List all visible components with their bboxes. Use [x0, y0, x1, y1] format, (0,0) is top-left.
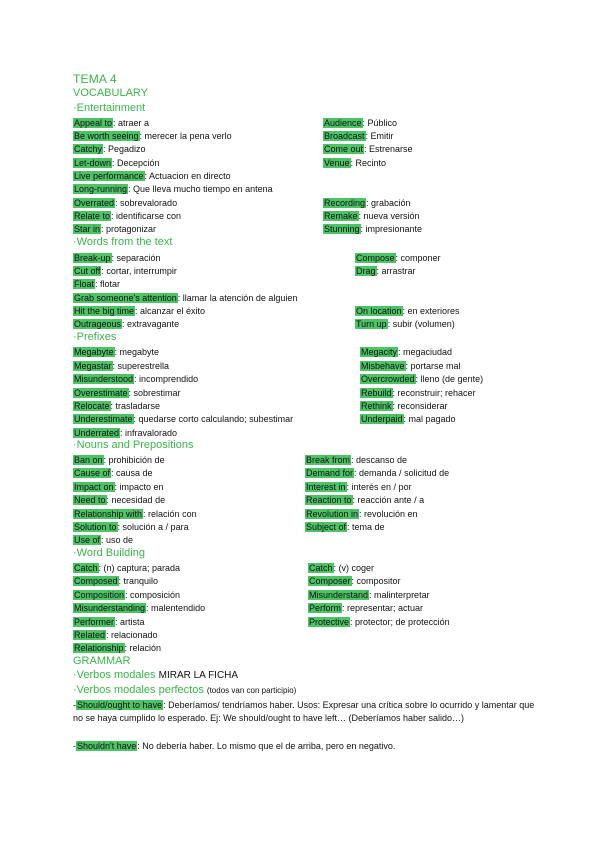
vocab-term: Demand for — [306, 468, 354, 478]
vocab-term: Misunderstood — [74, 374, 134, 384]
vocab-entry — [73, 265, 177, 277]
vocab-term: Let-down — [74, 158, 112, 168]
modales-note: MIRAR LA FICHA — [158, 670, 239, 681]
vocab-entry — [305, 481, 412, 493]
vocab-definition: : artista — [115, 617, 145, 627]
vocab-definition: : relacionado — [106, 630, 158, 640]
vocab-term: Recording — [324, 198, 366, 208]
vocab-definition: : (n) captura; parada — [98, 563, 181, 573]
vocab-term: Relationship — [74, 643, 124, 653]
vocab-definition: : flotar — [95, 279, 121, 289]
vocab-term: Impact on — [74, 482, 114, 492]
grammar-term: Should/ought to have — [77, 700, 163, 710]
vocab-definition: : Pegadizo — [103, 144, 146, 154]
vocab-term: Use of — [74, 535, 101, 545]
grammar-item-2 — [73, 740, 543, 753]
vocab-definition: : representar; actuar — [342, 603, 424, 613]
vocab-definition: : Que lleva mucho tiempo en antena — [128, 184, 273, 194]
vocab-term: Ban on — [74, 455, 103, 465]
vocab-entry — [323, 157, 386, 169]
vocab-definition: : sobrevalorado — [115, 198, 178, 208]
vocab-term: Performer — [74, 617, 115, 627]
vocab-definition: : quedarse corto calculando; subestimar — [133, 414, 294, 424]
vocab-term: Overestimate — [74, 388, 128, 398]
vocab-entry — [360, 346, 452, 358]
vocab-entry — [305, 508, 418, 520]
vocab-entry — [73, 305, 205, 317]
vocab-term: Underpaid — [361, 414, 403, 424]
vocab-entry — [323, 130, 394, 142]
vocab-definition: : separación — [111, 253, 161, 263]
vocab-term: Star in — [74, 224, 101, 234]
vocab-definition: : impresionante — [360, 224, 423, 234]
vocab-entry — [73, 427, 177, 439]
vocab-term: Break-up — [74, 253, 111, 263]
vocab-term: Live performance — [74, 171, 144, 181]
vocab-term: Misunderstand — [309, 590, 369, 600]
vocab-definition: : subir (volumen) — [387, 319, 455, 329]
vocab-term: On location — [356, 306, 402, 316]
vocab-entry — [73, 575, 158, 587]
vocab-definition: : Actuacion en directo — [144, 171, 231, 181]
vocab-term: Megastar — [74, 361, 112, 371]
vocab-definition: : mal pagado — [403, 414, 456, 424]
section-prefixes: ·Prefixes — [73, 331, 117, 343]
vocab-entry — [305, 454, 407, 466]
vocab-term: Broadcast — [324, 131, 365, 141]
vocab-entry — [73, 170, 231, 182]
vocab-entry — [73, 562, 180, 574]
vocab-term: Relocate — [74, 401, 110, 411]
vocab-entry — [360, 387, 476, 399]
section-nouns: ·Nouns and Prepositions — [73, 439, 194, 451]
vocab-definition: : merecer la pena verlo — [139, 131, 232, 141]
vocab-term: Composed — [74, 576, 118, 586]
vocab-entry — [360, 360, 461, 372]
vocab-term: Remake — [324, 211, 358, 221]
vocab-definition: : protagonizar — [101, 224, 157, 234]
vocab-entry — [73, 210, 181, 222]
vocab-entry — [73, 387, 181, 399]
vocab-entry — [73, 602, 205, 614]
vocab-term: Float — [74, 279, 95, 289]
vocab-term: Outrageous — [74, 319, 122, 329]
vocab-definition: : incomprendido — [134, 374, 199, 384]
vocab-term: Reaction to — [306, 495, 352, 505]
vocab-definition: : componer — [395, 253, 441, 263]
vocab-entry — [73, 589, 180, 601]
vocab-term: Megacity — [361, 347, 398, 357]
vocab-definition: : revolución en — [359, 509, 418, 519]
vocab-entry — [73, 629, 158, 641]
vocab-entry — [73, 373, 198, 385]
vocab-definition: : demanda / solicitud de — [354, 468, 450, 478]
vocab-term: Subject of — [306, 522, 347, 532]
vocab-entry — [73, 642, 161, 654]
vocab-entry — [355, 265, 416, 277]
grammar-text: : No debería haber. Lo mismo que el de arriba, pero en negativo. — [137, 741, 396, 751]
vocab-term: Stunning — [324, 224, 360, 234]
vocab-definition: : sobrestimar — [128, 388, 181, 398]
vocab-entry — [73, 481, 164, 493]
vocab-term: Catch — [74, 563, 98, 573]
vocab-definition: : Recinto — [350, 158, 387, 168]
vocab-definition: : identificarse con — [111, 211, 182, 221]
vocab-definition: : portarse mal — [405, 361, 461, 371]
vocab-entry — [73, 467, 153, 479]
vocab-definition: : compositor — [351, 576, 401, 586]
vocab-term: Drag — [356, 266, 376, 276]
grammar-prefix: - — [73, 741, 76, 751]
grammar-prefix: - — [73, 700, 76, 710]
vocab-definition: : impacto en — [114, 482, 164, 492]
vocab-entry — [73, 534, 133, 546]
vocab-term: Be worth seeing — [74, 131, 139, 141]
vocab-entry — [73, 454, 165, 466]
vocab-entry — [323, 223, 422, 235]
vocab-entry — [355, 318, 455, 330]
vocab-term: Hit the big time — [74, 306, 135, 316]
vocab-definition: : trasladarse — [110, 401, 161, 411]
vocab-term: Compose — [356, 253, 395, 263]
grammar-term: Shouldn't have — [77, 741, 137, 751]
vocab-term: Need to — [74, 495, 106, 505]
vocab-entry — [308, 575, 401, 587]
vocab-definition: : causa de — [111, 468, 153, 478]
vocab-definition: : protector; de protección — [350, 617, 450, 627]
vocab-definition: : extravagante — [122, 319, 180, 329]
vocab-entry — [323, 117, 397, 129]
vocab-entry — [73, 157, 160, 169]
vocab-term: Cause of — [74, 468, 111, 478]
vocab-definition: : descanso de — [351, 455, 408, 465]
vocab-entry — [308, 616, 450, 628]
section-building: ·Word Building — [73, 547, 145, 559]
vocab-entry — [73, 183, 273, 195]
modales-label: ·Verbos modales — [73, 669, 156, 681]
vocab-definition: : interés en / por — [346, 482, 412, 492]
section-entertainment: ·Entertainment — [73, 102, 146, 114]
vocab-definition: : en exteriores — [402, 306, 460, 316]
vocab-definition: : Decepción — [112, 158, 160, 168]
vocab-term: Underestimate — [74, 414, 133, 424]
vocab-definition: : nueva versión — [358, 211, 420, 221]
vocab-definition: : llamar la atención de alguien — [177, 293, 298, 303]
grammar-text: : Deberíamos/ tendríamos haber. Usos: Expresar una crítica sobre lo ocurrido y lamentar que no se haya cumplido lo esperado. Ej: We should/ought to have left… (Deberíamos haber salido…) — [73, 700, 535, 723]
vocab-definition: : megabyte — [114, 347, 160, 357]
vocab-entry — [360, 413, 456, 425]
vocab-entry — [73, 494, 165, 506]
vocab-entry — [73, 616, 145, 628]
vocab-entry — [73, 521, 189, 533]
vocab-definition: : cortar, interrumpir — [101, 266, 177, 276]
vocab-definition: : Público — [362, 118, 398, 128]
vocab-term: Composition — [74, 590, 125, 600]
vocab-term: Protective — [309, 617, 350, 627]
vocab-entry — [73, 130, 232, 142]
vocab-term: Catch — [309, 563, 333, 573]
vocab-term: Misunderstanding — [74, 603, 146, 613]
vocab-term: Rebuild — [361, 388, 392, 398]
section-grammar: GRAMMAR — [73, 655, 131, 667]
vocab-entry — [308, 562, 374, 574]
vocab-definition: : arrastrar — [376, 266, 416, 276]
vocab-definition: : megaciudad — [398, 347, 453, 357]
vocab-entry — [73, 143, 146, 155]
vocab-term: Audience — [324, 118, 362, 128]
vocab-entry — [308, 589, 430, 601]
vocab-term: Turn up — [356, 319, 387, 329]
vocab-definition: : superestrella — [112, 361, 170, 371]
vocab-definition: : tema de — [347, 522, 385, 532]
vocab-definition: : tranquilo — [118, 576, 159, 586]
vocab-definition: : Estrenarse — [364, 144, 413, 154]
vocab-term: Venue — [324, 158, 350, 168]
vocab-term: Relate to — [74, 211, 111, 221]
vocab-definition: : atraer a — [113, 118, 150, 128]
vocab-definition: : infravalorado — [120, 428, 178, 438]
vocab-definition: : reconstruir; rehacer — [392, 388, 476, 398]
vocab-entry — [360, 373, 483, 385]
section-perfectos — [73, 684, 296, 696]
vocab-term: Catchy — [74, 144, 103, 154]
perfectos-note: (todos van con participio) — [206, 686, 297, 695]
vocab-definition: : uso de — [101, 535, 134, 545]
vocab-term: Relationship with — [74, 509, 143, 519]
vocab-definition: : relación — [124, 643, 162, 653]
vocab-entry — [73, 346, 159, 358]
vocab-term: Appeal to — [74, 118, 113, 128]
vocab-definition: : (v) coger — [333, 563, 375, 573]
vocab-term: Misbehave — [361, 361, 405, 371]
grammar-item-1 — [73, 699, 543, 725]
vocab-term: Break from — [306, 455, 351, 465]
vocab-entry — [355, 305, 460, 317]
vocab-term: Grab someone's attention — [74, 293, 177, 303]
vocab-entry — [305, 521, 385, 533]
vocab-entry — [73, 360, 169, 372]
vocab-definition: : solución a / para — [117, 522, 189, 532]
vocab-entry — [323, 210, 420, 222]
doc-title: TEMA 4 — [73, 72, 117, 86]
vocab-term: Overrated — [74, 198, 115, 208]
vocab-term: Revolution in — [306, 509, 359, 519]
vocab-term: Megabyte — [74, 347, 114, 357]
vocab-entry — [305, 467, 449, 479]
vocab-term: Long-running — [74, 184, 128, 194]
vocab-definition: : alcanzar el éxito — [135, 306, 206, 316]
section-modales — [73, 669, 238, 681]
vocab-term: Rethink — [361, 401, 392, 411]
vocab-term: Underrated — [74, 428, 120, 438]
vocab-definition: : relación con — [143, 509, 197, 519]
section-words: ·Words from the text — [73, 236, 173, 248]
vocab-entry — [73, 278, 120, 290]
vocab-term: Solution to — [74, 522, 117, 532]
vocab-definition: : necesidad de — [106, 495, 166, 505]
vocab-entry — [73, 252, 161, 264]
vocab-entry — [73, 508, 197, 520]
vocab-term: Perform — [309, 603, 342, 613]
vocab-definition: : grabación — [366, 198, 411, 208]
vocab-definition: : reacción ante / a — [352, 495, 425, 505]
vocab-entry — [73, 318, 179, 330]
vocab-entry — [360, 400, 448, 412]
vocab-entry — [73, 400, 160, 412]
vocab-definition: : composición — [125, 590, 181, 600]
vocab-definition: : malinterpretar — [369, 590, 430, 600]
vocab-definition: : Emitir — [365, 131, 394, 141]
vocab-term: Overcrowded — [361, 374, 415, 384]
vocab-entry — [73, 413, 293, 425]
vocab-definition: : lleno (de gente) — [415, 374, 484, 384]
vocab-term: Cut off — [74, 266, 101, 276]
vocab-entry — [73, 117, 149, 129]
vocab-definition: : prohibición de — [103, 455, 165, 465]
vocab-entry — [323, 143, 413, 155]
vocab-term: Composer — [309, 576, 351, 586]
vocab-entry — [308, 602, 423, 614]
vocab-entry — [73, 292, 297, 304]
vocabulary-heading: VOCABULARY — [73, 87, 148, 99]
vocab-entry — [355, 252, 441, 264]
vocab-term: Interest in — [306, 482, 346, 492]
vocab-entry — [73, 197, 177, 209]
perfectos-label: ·Verbos modales perfectos — [73, 684, 204, 696]
vocab-entry — [323, 197, 411, 209]
vocab-term: Related — [74, 630, 106, 640]
vocab-entry — [305, 494, 424, 506]
vocab-definition: : malentendido — [146, 603, 206, 613]
vocab-term: Come out — [324, 144, 364, 154]
vocab-entry — [73, 223, 156, 235]
vocab-definition: : reconsiderar — [392, 401, 448, 411]
